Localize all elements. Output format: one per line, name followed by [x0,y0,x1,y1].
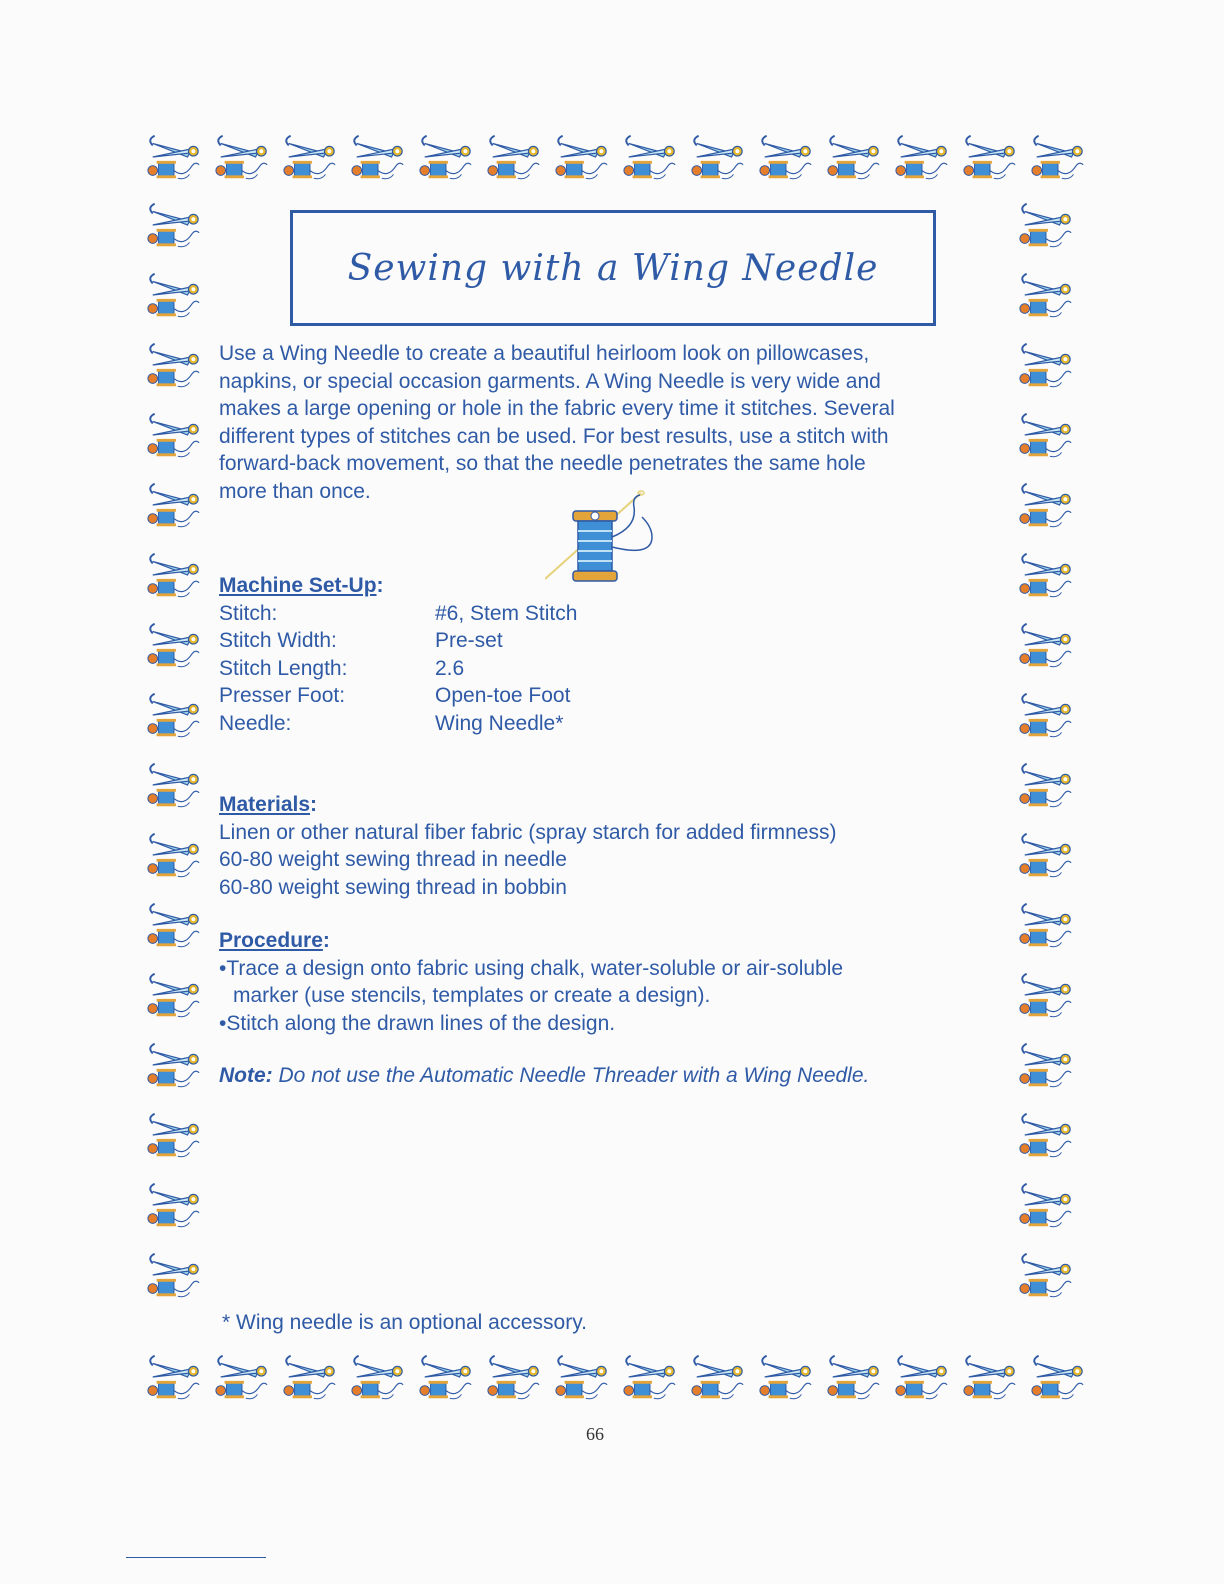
machine-setup-section [219,572,835,737]
materials-colon: : [310,793,318,816]
procedure-colon: : [322,929,330,952]
scissors-and-spool-icon [485,1348,543,1406]
scissors-and-spool-icon [349,1348,407,1406]
intro-line: makes a large opening or hole in the fabric every time it stitches. Several [219,397,895,420]
scissors-and-spool-icon [213,1348,271,1406]
procedure-step [219,955,843,983]
scissors-and-spool-icon [1029,128,1087,186]
scissors-and-spool-icon [1017,896,1075,954]
scissors-and-spool-icon [1017,336,1075,394]
scissors-and-spool-icon [621,1348,679,1406]
scissors-and-spool-icon [553,1348,611,1406]
intro-line: napkins, or special occasion garments. A Wing Needle is very wide and [219,369,881,393]
title-box [290,210,936,326]
bullet-icon: • [219,1011,227,1035]
setup-value: Open-toe Foot [435,684,571,707]
materials-item: Linen or other natural fiber fabric (spray starch for added firmness) [219,820,837,844]
scissors-and-spool-icon [1017,1176,1075,1234]
setup-label: Stitch Length: [219,656,348,680]
scissors-and-spool-icon [145,1348,203,1406]
procedure-section [219,927,843,1037]
scissors-and-spool-icon [825,1348,883,1406]
scissors-and-spool-icon [1017,1036,1075,1094]
page-number: 66 [586,1424,604,1444]
scissors-and-spool-icon [145,896,203,954]
footer-divider [126,1557,266,1558]
scissors-and-spool-icon [145,476,203,534]
scissors-and-spool-icon [145,1246,203,1304]
scissors-and-spool-icon [1017,616,1075,674]
procedure-step-text: Stitch along the drawn lines of the design. [226,1011,616,1035]
scissors-and-spool-icon [1017,966,1075,1024]
materials-section [219,791,836,901]
scissors-and-spool-icon [145,826,203,884]
scissors-and-spool-icon [485,128,543,186]
intro-paragraph [219,340,1009,505]
scissors-and-spool-icon [349,128,407,186]
scissors-and-spool-icon [1017,826,1075,884]
scissors-and-spool-icon [1017,266,1075,324]
scissors-and-spool-icon [417,1348,475,1406]
scissors-and-spool-icon [145,1036,203,1094]
scissors-and-spool-icon [281,128,339,186]
scissors-and-spool-icon [757,128,815,186]
scissors-and-spool-icon [1017,756,1075,814]
scissors-and-spool-icon [145,1106,203,1164]
intro-line: different types of stitches can be used. For best results, use a stitch with [219,424,889,448]
scissors-and-spool-icon [145,546,203,604]
setup-value: #6, Stem Stitch [435,601,578,625]
setup-label: Stitch: [219,601,278,625]
scissors-and-spool-icon [1017,1246,1075,1304]
scissors-and-spool-icon [1017,406,1075,464]
intro-line: more than once. [219,479,371,503]
scissors-and-spool-icon [145,266,203,324]
scissors-and-spool-icon [213,128,271,186]
setup-label: Presser Foot: [219,684,346,707]
scissors-and-spool-icon [1017,476,1075,534]
scissors-and-spool-icon [281,1348,339,1406]
materials-item: 60-80 weight sewing thread in needle [219,848,567,871]
procedure-heading: Procedure [219,929,323,952]
note [219,1062,869,1090]
setup-value: Pre-set [435,629,503,652]
scissors-and-spool-icon [553,128,611,186]
scissors-and-spool-icon [1017,546,1075,604]
intro-line: forward-back movement, so that the needle penetrates the same hole [219,452,866,475]
procedure-step [219,1010,843,1038]
note-label: Note: [219,1064,273,1087]
scissors-and-spool-icon [961,1348,1019,1406]
materials-item: 60-80 weight sewing thread in bobbin [219,875,567,899]
scissors-and-spool-icon [893,1348,951,1406]
setup-value: Wing Needle* [435,711,564,735]
scissors-and-spool-icon [893,128,951,186]
scissors-and-spool-icon [145,196,203,254]
scissors-and-spool-icon [961,128,1019,186]
materials-heading: Materials [219,793,311,816]
machine-setup-heading: Machine Set-Up [219,574,377,597]
scissors-and-spool-icon [145,756,203,814]
procedure-step-continuation: marker (use stencils, templates or create a design). [233,984,711,1007]
scissors-and-spool-icon [1017,196,1075,254]
bullet-icon: • [219,956,227,980]
setup-label: Needle: [219,711,292,735]
scissors-and-spool-icon [621,128,679,186]
scissors-and-spool-icon [1017,686,1075,744]
intro-line: Use a Wing Needle to create a beautiful heirloom look on pillowcases, [219,342,870,365]
scissors-and-spool-icon [825,128,883,186]
footnote: * Wing needle is an optional accessory. [222,1311,587,1334]
page-title: Sewing with a Wing Needle [347,247,879,289]
machine-setup-table [219,600,835,738]
scissors-and-spool-icon [689,1348,747,1406]
right-border [1017,196,1075,1304]
machine-setup-colon: : [376,574,384,597]
scissors-and-spool-icon [145,966,203,1024]
procedure-step-text: Trace a design onto fabric using chalk, water-soluble or air-soluble [226,956,844,980]
scissors-and-spool-icon [145,1176,203,1234]
top-border [145,128,1087,186]
note-text: Do not use the Automatic Needle Threader with a Wing Needle. [278,1064,870,1087]
scissors-and-spool-icon [1029,1348,1087,1406]
setup-label: Stitch Width: [219,629,337,652]
scissors-and-spool-icon [689,128,747,186]
bottom-border [145,1348,1087,1406]
scissors-and-spool-icon [1017,1106,1075,1164]
left-border [145,196,203,1304]
setup-value: 2.6 [435,656,465,680]
scissors-and-spool-icon [145,336,203,394]
scissors-and-spool-icon [145,686,203,744]
scissors-and-spool-icon [417,128,475,186]
scissors-and-spool-icon [145,406,203,464]
scissors-and-spool-icon [757,1348,815,1406]
scissors-and-spool-icon [145,128,203,186]
scissors-and-spool-icon [145,616,203,674]
